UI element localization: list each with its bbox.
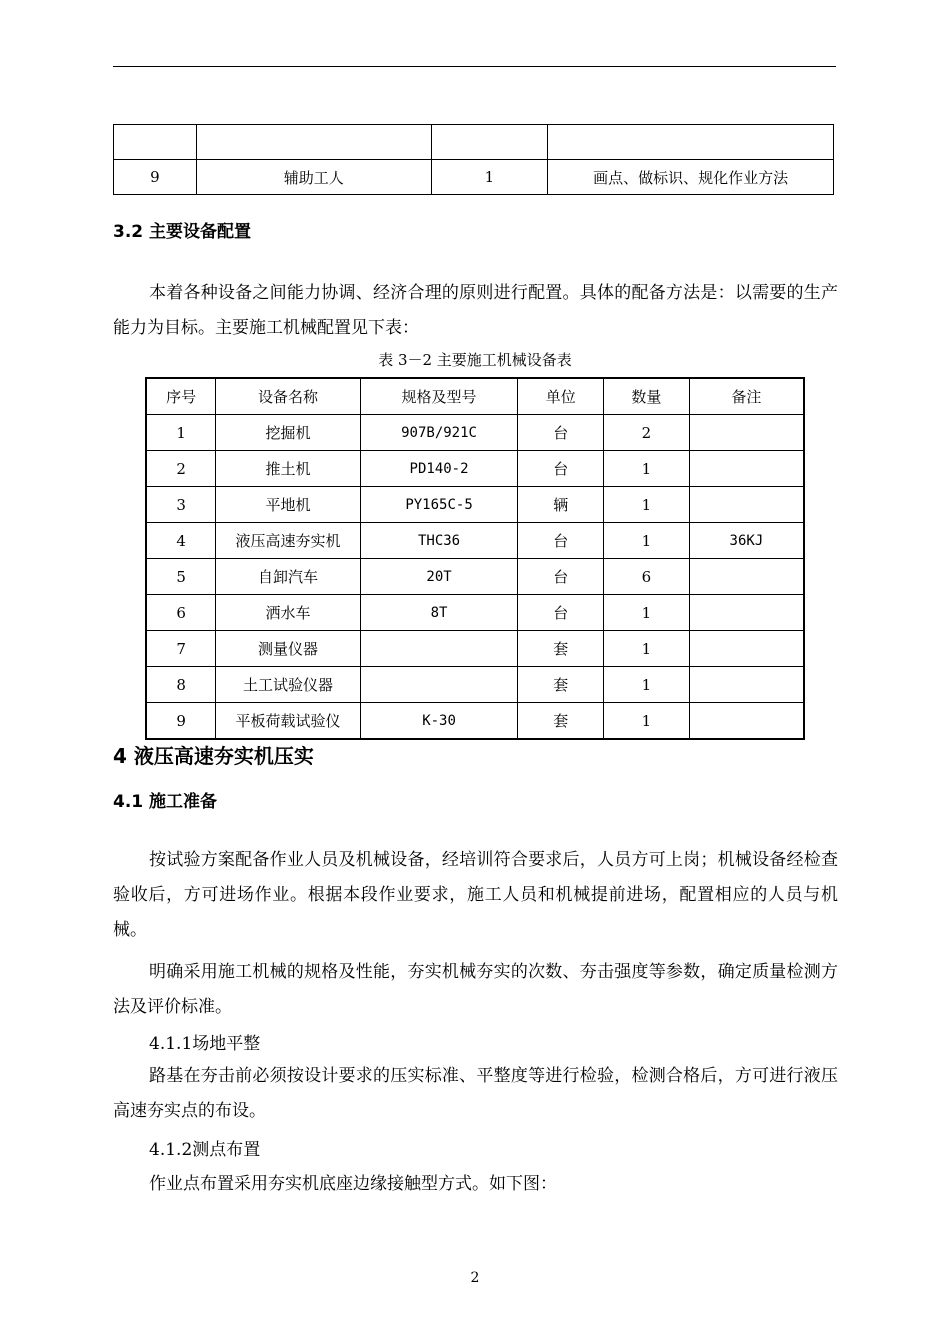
table-cell: 台 bbox=[518, 595, 604, 631]
section-heading-4: 4 液压高速夯实机压实 bbox=[113, 744, 314, 768]
table-row bbox=[146, 559, 804, 595]
table-cell: 自卸汽车 bbox=[216, 559, 360, 595]
table-cell: 平板荷载试验仪 bbox=[216, 703, 360, 740]
item-title-site-leveling: 4.1.1场地平整 bbox=[149, 1034, 261, 1054]
table-cell: 台 bbox=[518, 559, 604, 595]
table-cell: 测量仪器 bbox=[216, 631, 360, 667]
table-cell: 2 bbox=[604, 415, 690, 451]
table-cell: 辆 bbox=[518, 487, 604, 523]
table-cell: 8 bbox=[146, 667, 216, 703]
table-cell bbox=[689, 667, 804, 703]
table-cell: 1 bbox=[604, 631, 690, 667]
table-cell: 7 bbox=[146, 631, 216, 667]
item-title-point-layout: 4.1.2测点布置 bbox=[149, 1140, 261, 1160]
table-cell: 4 bbox=[146, 523, 216, 559]
table-cell: 推土机 bbox=[216, 451, 360, 487]
table-cell: 1 bbox=[431, 160, 548, 195]
table-cell bbox=[114, 125, 197, 160]
table-cell: 台 bbox=[518, 415, 604, 451]
table-cell bbox=[196, 125, 431, 160]
table-cell: 液压高速夯实机 bbox=[216, 523, 360, 559]
table-cell: 台 bbox=[518, 451, 604, 487]
table-cell: 1 bbox=[604, 487, 690, 523]
table-row bbox=[146, 415, 804, 451]
table-header-cell: 备注 bbox=[689, 378, 804, 415]
table-cell: 平地机 bbox=[216, 487, 360, 523]
table-cell: 8T bbox=[360, 595, 518, 631]
equipment-table bbox=[145, 377, 805, 740]
table-header-row bbox=[146, 378, 804, 415]
table-row bbox=[146, 667, 804, 703]
table-cell: 2 bbox=[146, 451, 216, 487]
table-cell: 6 bbox=[146, 595, 216, 631]
section-heading-3-2: 3.2 主要设备配置 bbox=[113, 222, 252, 242]
table-row bbox=[146, 631, 804, 667]
paragraph-equipment-config: 本着各种设备之间能力协调、经济合理的原则进行配置。具体的配备方法是：以需要的生产能力为目标。主要施工机械配置见下表： bbox=[113, 283, 838, 338]
table-cell: 9 bbox=[146, 703, 216, 740]
table-header-cell: 单位 bbox=[518, 378, 604, 415]
table-cell: 36KJ bbox=[689, 523, 804, 559]
paragraph-parameters: 明确采用施工机械的规格及性能，夯实机械夯实的次数、夯击强度等参数，确定质量检测方法及评价标准。 bbox=[113, 962, 838, 1017]
table-cell: THC36 bbox=[360, 523, 518, 559]
table-cell: 20T bbox=[360, 559, 518, 595]
table-cell: 3 bbox=[146, 487, 216, 523]
table-cell: 1 bbox=[604, 667, 690, 703]
table-row bbox=[114, 125, 834, 160]
table-cell bbox=[548, 125, 834, 160]
table-cell: 套 bbox=[518, 703, 604, 740]
table-cell bbox=[689, 415, 804, 451]
table-cell: 907B/921C bbox=[360, 415, 518, 451]
table-row bbox=[146, 595, 804, 631]
staff-table bbox=[113, 124, 834, 195]
paragraph-point-layout: 作业点布置采用夯实机底座边缘接触型方式。如下图： bbox=[149, 1174, 557, 1194]
table-cell bbox=[689, 451, 804, 487]
table-cell: 套 bbox=[518, 667, 604, 703]
paragraph-preparation: 按试验方案配备作业人员及机械设备，经培训符合要求后，人员方可上岗；机械设备经检查验收后，方可进场作业。根据本段作业要求，施工人员和机械提前进场，配置相应的人员与机械。 bbox=[113, 850, 838, 940]
table-row bbox=[146, 523, 804, 559]
table-cell bbox=[689, 703, 804, 740]
table-cell: 套 bbox=[518, 631, 604, 667]
table-cell: 1 bbox=[146, 415, 216, 451]
table-cell bbox=[689, 631, 804, 667]
paragraph-site-leveling: 路基在夯击前必须按设计要求的压实标准、平整度等进行检验，检测合格后，方可进行液压高速夯实点的布设。 bbox=[113, 1066, 838, 1121]
table-cell bbox=[360, 667, 518, 703]
table-cell: 9 bbox=[114, 160, 197, 195]
header-rule bbox=[113, 66, 836, 67]
table-row bbox=[114, 160, 834, 195]
table-cell: K-30 bbox=[360, 703, 518, 740]
table-cell: 1 bbox=[604, 523, 690, 559]
table-cell: 洒水车 bbox=[216, 595, 360, 631]
table-cell: 挖掘机 bbox=[216, 415, 360, 451]
table-cell: 1 bbox=[604, 595, 690, 631]
table-cell: PD140-2 bbox=[360, 451, 518, 487]
table-cell bbox=[360, 631, 518, 667]
table-cell: 1 bbox=[604, 703, 690, 740]
table-row bbox=[146, 451, 804, 487]
table-cell bbox=[689, 559, 804, 595]
table-cell: 土工试验仪器 bbox=[216, 667, 360, 703]
table-header-cell: 序号 bbox=[146, 378, 216, 415]
table-header-cell: 规格及型号 bbox=[360, 378, 518, 415]
table-cell bbox=[431, 125, 548, 160]
table-header-cell: 设备名称 bbox=[216, 378, 360, 415]
table-row bbox=[146, 487, 804, 523]
section-heading-4-1: 4.1 施工准备 bbox=[113, 792, 218, 812]
table-header-cell: 数量 bbox=[604, 378, 690, 415]
table-cell: PY165C-5 bbox=[360, 487, 518, 523]
table-cell bbox=[689, 595, 804, 631]
table-cell: 6 bbox=[604, 559, 690, 595]
table-row bbox=[146, 703, 804, 740]
page-number: 2 bbox=[470, 1270, 480, 1286]
table-cell: 画点、做标识、规化作业方法 bbox=[548, 160, 834, 195]
table-cell: 1 bbox=[604, 451, 690, 487]
table-cell: 辅助工人 bbox=[196, 160, 431, 195]
table-caption: 表 3－2 主要施工机械设备表 bbox=[378, 351, 572, 369]
table-cell: 5 bbox=[146, 559, 216, 595]
table-cell bbox=[689, 487, 804, 523]
table-cell: 台 bbox=[518, 523, 604, 559]
